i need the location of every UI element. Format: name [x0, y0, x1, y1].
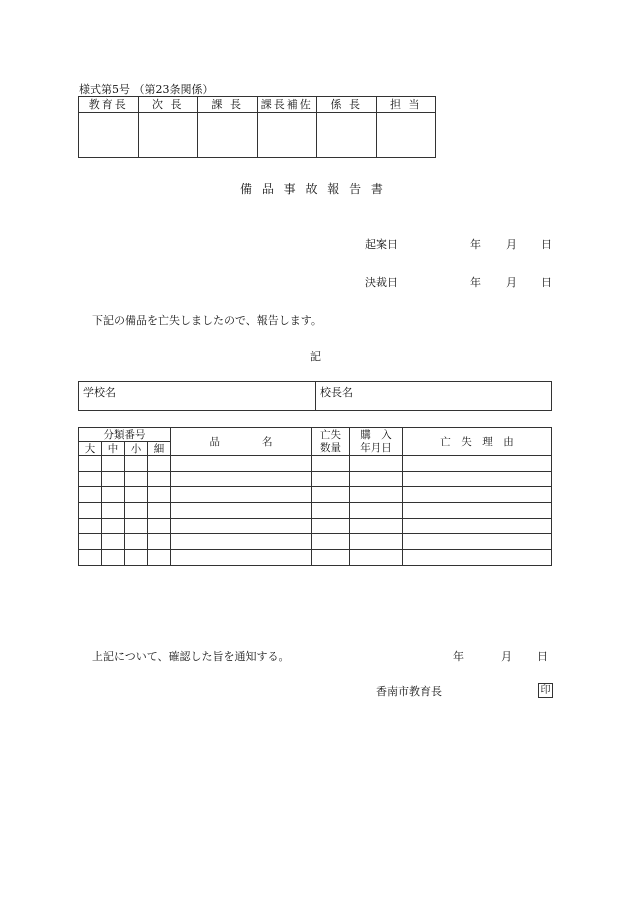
- decision-month: 月: [506, 276, 517, 289]
- item-cell[interactable]: [79, 534, 102, 550]
- item-cell[interactable]: [312, 518, 350, 534]
- item-cell[interactable]: [102, 471, 125, 487]
- item-cell[interactable]: [403, 456, 552, 472]
- loss-reason-header: 亡 失 理 由: [403, 428, 552, 456]
- form-label: 様式第5号 （第23条関係）: [79, 83, 214, 96]
- item-cell[interactable]: [312, 471, 350, 487]
- approval-header-assistant-chief: 課長補佐: [257, 97, 317, 113]
- category-minor-header: 小: [125, 442, 148, 456]
- confirm-year: 年: [453, 650, 464, 663]
- item-cell[interactable]: [171, 550, 312, 566]
- purchase-header-bottom: 年月日: [350, 442, 403, 456]
- item-cell[interactable]: [403, 503, 552, 519]
- item-cell[interactable]: [148, 534, 171, 550]
- lost-qty-header-bottom: 数量: [312, 442, 350, 456]
- item-cell[interactable]: [79, 487, 102, 503]
- lost-qty-header-top: 亡失: [312, 428, 350, 442]
- item-cell[interactable]: [79, 456, 102, 472]
- approval-cell[interactable]: [198, 113, 258, 158]
- approval-cell[interactable]: [138, 113, 198, 158]
- school-info-table: [78, 381, 552, 411]
- item-cell[interactable]: [312, 550, 350, 566]
- item-cell[interactable]: [171, 534, 312, 550]
- ki-label: 記: [310, 350, 321, 363]
- item-cell[interactable]: [403, 487, 552, 503]
- item-cell[interactable]: [102, 503, 125, 519]
- item-row: [79, 503, 552, 519]
- approval-table: [78, 96, 436, 158]
- confirm-month: 月: [501, 650, 512, 663]
- category-detail-header: 細: [148, 442, 171, 456]
- item-cell[interactable]: [171, 456, 312, 472]
- item-cell[interactable]: [148, 518, 171, 534]
- item-cell[interactable]: [125, 534, 148, 550]
- decision-day: 日: [541, 276, 552, 289]
- decision-date-label: 決裁日: [365, 276, 398, 289]
- item-row: [79, 550, 552, 566]
- draft-year: 年: [470, 238, 481, 251]
- item-cell[interactable]: [148, 550, 171, 566]
- item-cell[interactable]: [102, 550, 125, 566]
- principal-name-label: 校長名: [320, 386, 353, 399]
- item-cell[interactable]: [125, 471, 148, 487]
- item-cell[interactable]: [148, 456, 171, 472]
- decision-year: 年: [470, 276, 481, 289]
- item-cell[interactable]: [403, 550, 552, 566]
- item-cell[interactable]: [403, 534, 552, 550]
- purchase-header-top: 購 入: [350, 428, 403, 442]
- item-cell[interactable]: [125, 456, 148, 472]
- item-cell[interactable]: [171, 471, 312, 487]
- principal-name-cell[interactable]: [316, 382, 552, 411]
- item-cell[interactable]: [171, 503, 312, 519]
- item-cell[interactable]: [125, 518, 148, 534]
- draft-day: 日: [541, 238, 552, 251]
- item-row: [79, 518, 552, 534]
- category-middle-header: 中: [102, 442, 125, 456]
- confirm-text: 上記について、確認した旨を通知する。: [92, 650, 290, 663]
- item-cell[interactable]: [312, 503, 350, 519]
- item-cell[interactable]: [350, 534, 403, 550]
- item-cell[interactable]: [148, 503, 171, 519]
- item-cell[interactable]: [125, 487, 148, 503]
- item-cell[interactable]: [102, 487, 125, 503]
- item-cell[interactable]: [350, 518, 403, 534]
- item-row: [79, 487, 552, 503]
- item-cell[interactable]: [171, 518, 312, 534]
- item-cell[interactable]: [403, 518, 552, 534]
- item-cell[interactable]: [148, 471, 171, 487]
- intro-text: 下記の備品を亡失しましたので、報告します。: [92, 314, 322, 327]
- approval-header-superintendent: 教育長: [79, 97, 139, 113]
- item-cell[interactable]: [350, 487, 403, 503]
- confirm-day: 日: [537, 650, 548, 663]
- item-cell[interactable]: [403, 471, 552, 487]
- item-cell[interactable]: [102, 518, 125, 534]
- item-cell[interactable]: [125, 503, 148, 519]
- item-cell[interactable]: [312, 487, 350, 503]
- approval-header-staff: 担 当: [376, 97, 436, 113]
- approval-cell[interactable]: [376, 113, 436, 158]
- approval-cell[interactable]: [317, 113, 377, 158]
- approval-cell[interactable]: [257, 113, 317, 158]
- item-cell[interactable]: [79, 471, 102, 487]
- item-cell[interactable]: [102, 456, 125, 472]
- item-cell[interactable]: [148, 487, 171, 503]
- draft-date-label: 起案日: [365, 238, 398, 251]
- items-table: [78, 427, 552, 566]
- item-cell[interactable]: [79, 518, 102, 534]
- school-name-cell[interactable]: [79, 382, 316, 411]
- category-major-header: 大: [79, 442, 102, 456]
- category-header: 分類番号: [79, 428, 171, 442]
- item-cell[interactable]: [125, 550, 148, 566]
- draft-month: 月: [506, 238, 517, 251]
- approval-header-unit-chief: 係 長: [317, 97, 377, 113]
- approval-header-deputy: 次 長: [138, 97, 198, 113]
- item-cell[interactable]: [79, 503, 102, 519]
- approval-cell[interactable]: [79, 113, 139, 158]
- item-row: [79, 456, 552, 472]
- item-row: [79, 534, 552, 550]
- item-cell[interactable]: [350, 503, 403, 519]
- seal-mark: 印: [538, 683, 553, 698]
- school-name-label: 学校名: [83, 386, 116, 399]
- item-cell[interactable]: [79, 550, 102, 566]
- item-cell[interactable]: [102, 534, 125, 550]
- item-cell[interactable]: [350, 456, 403, 472]
- item-row: [79, 471, 552, 487]
- item-name-header: 品 名: [171, 428, 312, 456]
- item-cell[interactable]: [350, 471, 403, 487]
- item-cell[interactable]: [312, 534, 350, 550]
- issuer-name: 香南市教育長: [376, 685, 442, 698]
- item-cell[interactable]: [171, 487, 312, 503]
- item-cell[interactable]: [312, 456, 350, 472]
- item-cell[interactable]: [350, 550, 403, 566]
- approval-header-section-chief: 課 長: [198, 97, 258, 113]
- document-title: 備 品 事 故 報 告 書: [240, 182, 386, 196]
